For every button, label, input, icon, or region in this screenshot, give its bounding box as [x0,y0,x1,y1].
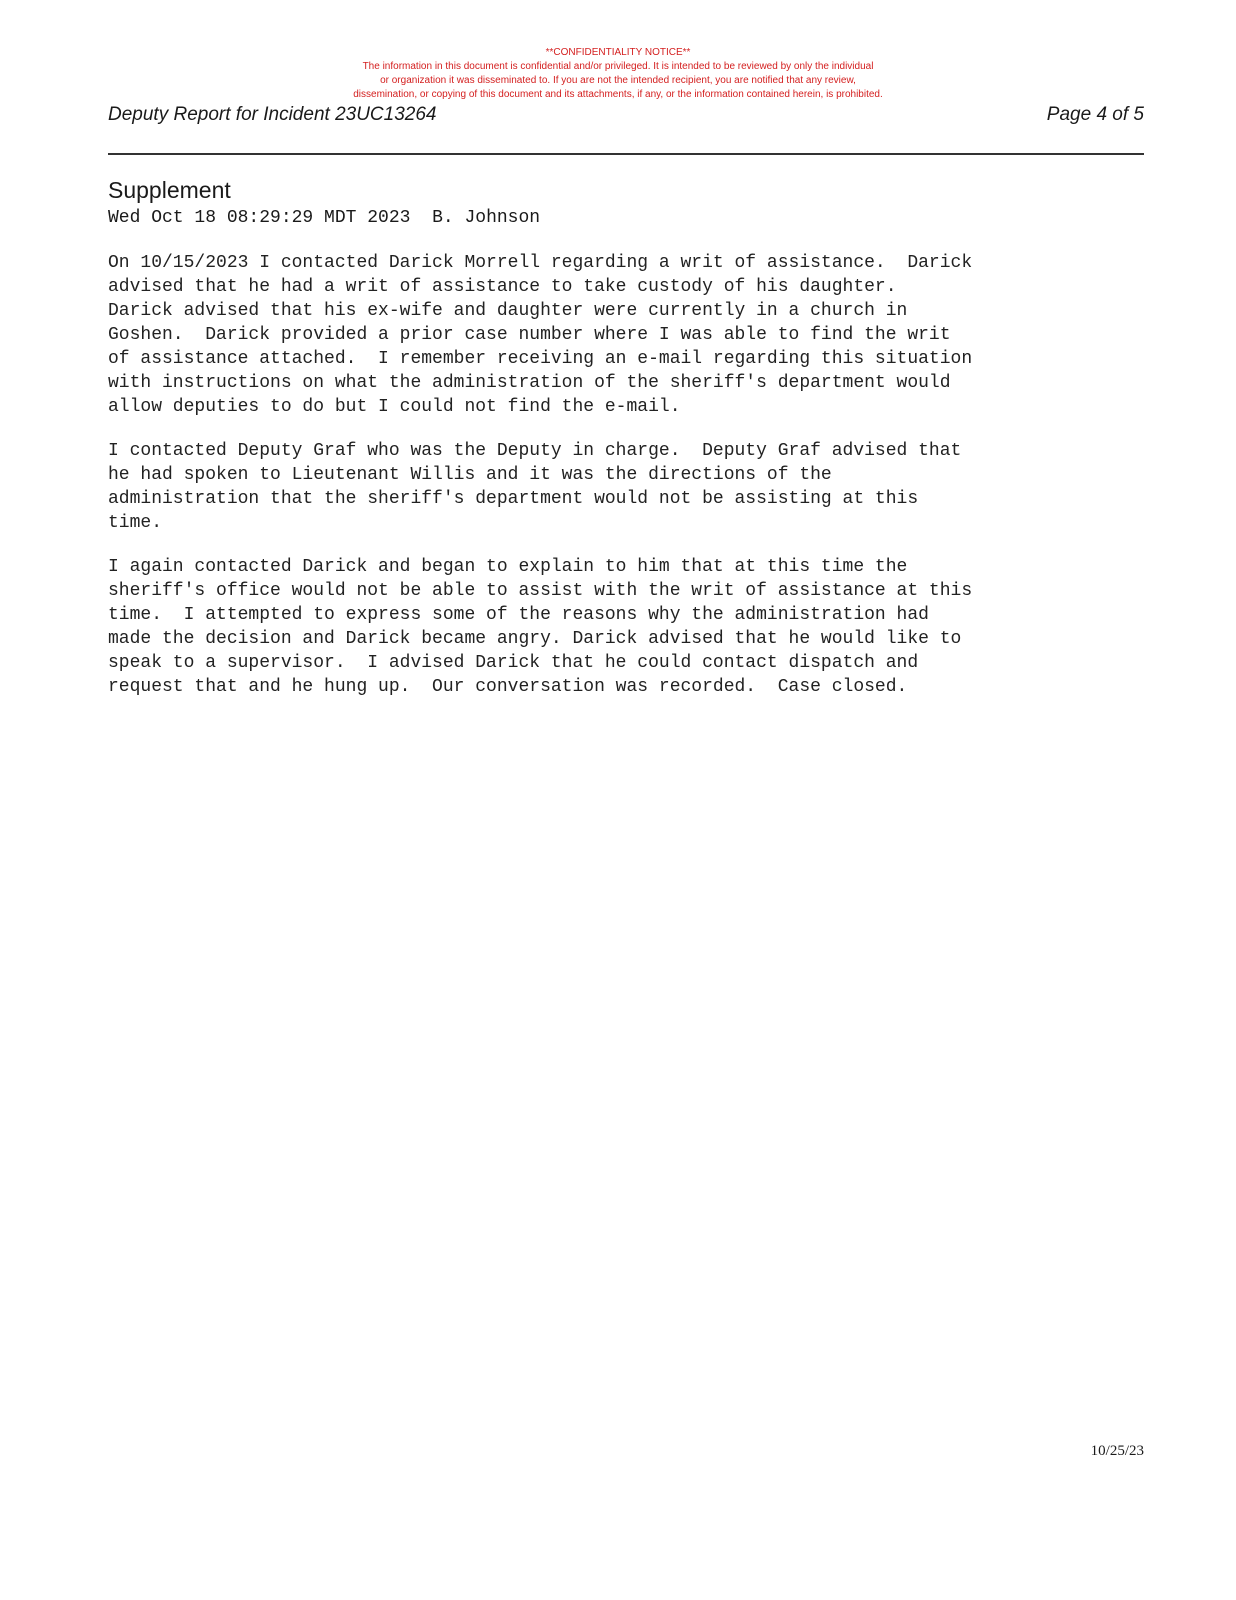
confidentiality-notice-line: or organization it was disseminated to. If you are not the intended recipient, you are notified that any review, [380,75,856,86]
report-line: I again contacted Darick and began to explain to him that at this time the [108,557,908,577]
report-line: of assistance attached. I remember receiving an e-mail regarding this situation [108,349,973,369]
report-body [108,251,1148,719]
supplement-timestamp: Wed Oct 18 08:29:29 MDT 2023 [108,208,411,228]
date-stamp: 10/25/23 [1090,1443,1144,1459]
report-line: Goshen. Darick provided a prior case number where I was able to find the writ [108,325,951,345]
report-line: I contacted Deputy Graf who was the Deputy in charge. Deputy Graf advised that [108,441,962,461]
report-line: he had spoken to Lieutenant Willis and it was the directions of the [108,465,832,485]
report-line: Darick advised that his ex-wife and daughter were currently in a church in [108,301,908,321]
report-line: allow deputies to do but I could not find the e-mail. [108,397,681,417]
report-line: On 10/15/2023 I contacted Darick Morrell regarding a writ of assistance. Darick [108,253,973,273]
page-indicator: Page 4 of 5 [1046,104,1144,125]
report-paragraph [108,251,1148,419]
report-line: advised that he had a writ of assistance to take custody of his daughter. [108,277,897,297]
supplement-meta [108,208,540,228]
report-line: speak to a supervisor. I advised Darick that he could contact dispatch and [108,653,919,673]
report-paragraph [108,439,1148,535]
report-line: with instructions on what the administration of the sheriff's department would [108,373,951,393]
report-title: Deputy Report for Incident 23UC13264 [108,104,437,125]
report-line: request that and he hung up. Our conversation was recorded. Case closed. [108,677,908,697]
report-line: time. I attempted to express some of the reasons why the administration had [108,605,929,625]
report-line: administration that the sheriff's department would not be assisting at this [108,489,919,509]
supplement-author: B. Johnson [432,208,541,228]
report-paragraph [108,555,1148,699]
confidentiality-notice-line: The information in this document is confidential and/or privileged. It is intended to be reviewed by only the individual [362,61,874,72]
header-divider [108,153,1144,155]
report-line: sheriff's office would not be able to assist with the writ of assistance at this [108,581,973,601]
confidentiality-notice-title: **CONFIDENTIALITY NOTICE** [545,47,691,58]
report-line: time. [108,513,163,533]
confidentiality-notice-line: dissemination, or copying of this document and its attachments, if any, or the information contained herein, is prohibited. [353,89,883,100]
report-line: made the decision and Darick became angry. Darick advised that he would like to [108,629,962,649]
confidentiality-notice [0,46,1236,102]
section-title: Supplement [108,177,231,203]
